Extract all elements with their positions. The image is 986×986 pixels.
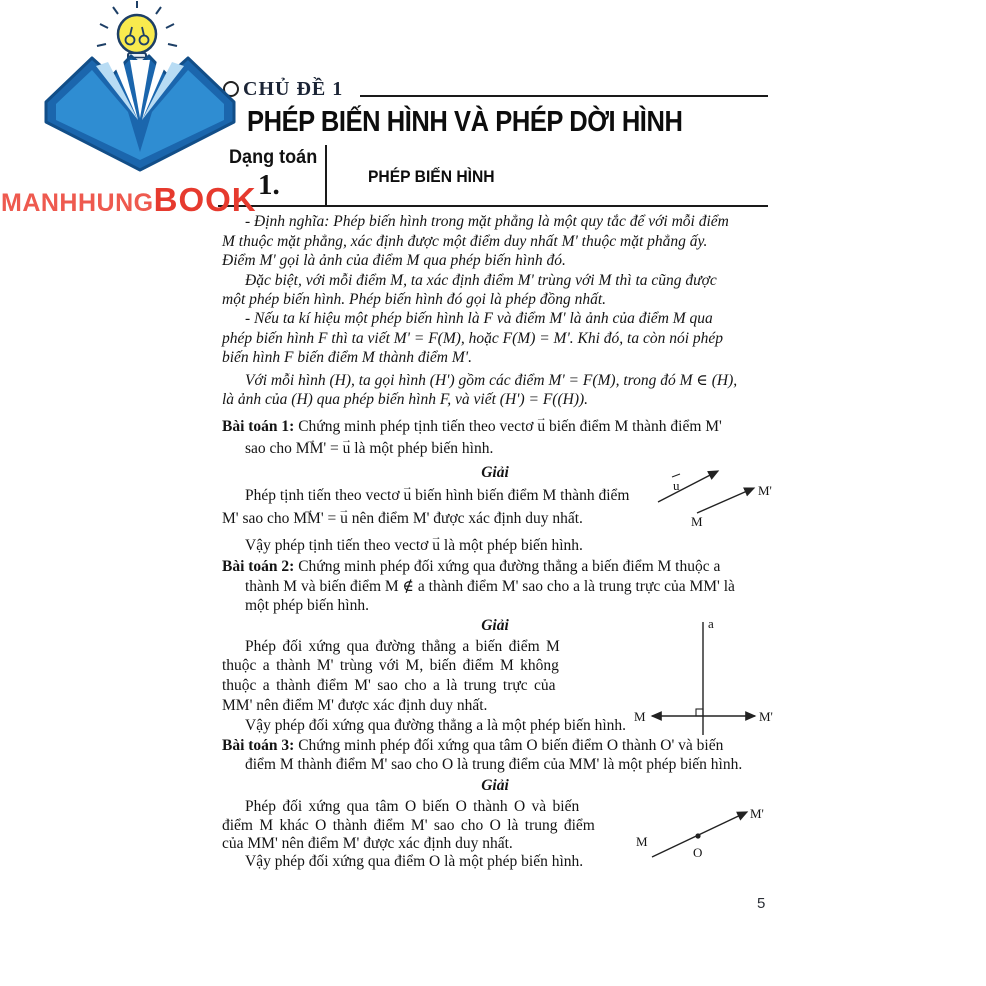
chapter-label: CHỦ ĐỀ 1: [243, 78, 344, 100]
text-line: biến hình F biến điểm M thành điểm M'.: [222, 349, 472, 366]
text-line: Đặc biệt, với mỗi điểm M, ta xác định điểm M' trùng với M thì ta cũng được: [245, 272, 717, 289]
point-O-dot: [695, 833, 700, 838]
text-line: một phép biến hình.: [245, 597, 369, 614]
text-line: Phép đối xứng qua đường thẳng a biến điểm M: [245, 638, 560, 655]
diagram-translation: [628, 455, 786, 533]
text-line: Điểm M' gọi là ảnh của điểm M qua phép biến hình đó.: [222, 252, 566, 269]
brand-primary: MANHHUNG: [1, 189, 154, 217]
giai-heading: Giải: [481, 777, 509, 794]
text-line: thuộc a thành M' trùng với M, biến điểm M không: [222, 657, 559, 674]
text-line: Phép tịnh tiến theo vectơ u → biến hình biến điểm M thành điểm: [245, 486, 629, 506]
point-M-label: M: [636, 834, 648, 849]
text-line: phép biến hình F thì ta viết M' = F(M), hoặc F(M) = M'. Khi đó, ta còn nói phép: [222, 330, 724, 347]
text-line: điểm M thành điểm M' sao cho O là trung điểm của MM' là một phép biến hình.: [245, 756, 743, 773]
text-line: Với mỗi hình (H), ta gọi hình (H') gồm các điểm M' = F(M), trong đó M ∈ (H),: [245, 372, 738, 389]
problem-type-number: 1.: [258, 169, 280, 201]
text-line: Bài toán 1: Chứng minh phép tịnh tiến theo vectơ u → biến điểm M thành điểm M': [222, 417, 722, 437]
text-line: Vậy phép đối xứng qua đường thẳng a là một phép biến hình.: [245, 717, 626, 734]
text-line: Bài toán 3: Chứng minh phép đối xứng qua tâm O biến điểm O thành O' và biến: [222, 737, 724, 754]
segment-M-Mprime: [697, 488, 754, 513]
right-angle-mark: [696, 709, 703, 716]
giai-heading: Giải: [481, 464, 509, 481]
vector-u-bar: [672, 474, 680, 477]
problem-type-label: Dạng toán: [229, 147, 318, 168]
diagram-axis-reflection: [628, 612, 778, 742]
text-line: thuộc a thành điểm M' sao cho a là trung trực của: [222, 677, 556, 694]
diagram-point-reflection: [628, 800, 778, 865]
lightbulb-icon: [97, 1, 177, 69]
axis-a-label: a: [708, 616, 714, 631]
text-line: M' sao cho MM' → = u → nên điểm M' được xác định duy nhất.: [222, 509, 583, 529]
vector-u-label: u: [673, 478, 680, 493]
text-line: của MM' nên điểm M' được xác định duy nhất.: [222, 835, 513, 852]
point-M-label: M: [634, 709, 646, 724]
giai-heading: Giải: [481, 617, 509, 634]
text-line: một phép biến hình. Phép biến hình đó gọi là phép đồng nhất.: [222, 291, 607, 308]
point-Mprime-label: M': [759, 709, 773, 724]
text-line: Bài toán 2: Chứng minh phép đối xứng qua đường thẳng a biến điểm M thuộc a: [222, 558, 721, 575]
text-line: là ảnh của (H) qua phép biến hình F, và viết (H') = F((H)).: [222, 391, 589, 408]
text-line: Phép đối xứng qua tâm O biến O thành O và biến: [245, 798, 580, 815]
text-line: Vậy phép tịnh tiến theo vectơ u → là một phép biến hình.: [245, 536, 583, 556]
point-Mprime-label: M': [758, 483, 772, 498]
text-line: sao cho MM' → = u → là một phép biến hình.: [245, 439, 493, 459]
text-line: điểm M khác O thành điểm M' sao cho O là trung điểm: [222, 817, 595, 834]
text-line: MM' nên điểm M' được xác định duy nhất.: [222, 697, 488, 714]
point-Mprime-label: M': [750, 806, 764, 821]
page-title: PHÉP BIẾN HÌNH VÀ PHÉP DỜI HÌNH: [247, 106, 683, 138]
text-line: Vậy phép đối xứng qua điểm O là một phép biến hình.: [245, 853, 584, 870]
text-line: thành M và biến điểm M ∉ a thành điểm M' sao cho a là trung trực của MM' là: [245, 578, 735, 595]
page-number: 5: [757, 895, 766, 912]
text-line: - Định nghĩa: Phép biến hình trong mặt phẳng là một quy tắc để với mỗi điểm: [245, 213, 729, 230]
text-line: - Nếu ta kí hiệu một phép biến hình là F và điểm M' là ảnh của điểm M qua: [245, 310, 713, 327]
vector-u-arrow: [658, 471, 718, 502]
point-M-label: M: [691, 514, 703, 529]
brand-secondary: BOOK: [153, 181, 257, 218]
text-line: M thuộc mặt phẳng, xác định được một điểm duy nhất M' thuộc mặt phẳng ấy.: [222, 233, 708, 250]
section-title: PHÉP BIẾN HÌNH: [368, 167, 495, 186]
open-book-icon: [46, 56, 234, 170]
point-O-label: O: [693, 845, 703, 860]
brand-text: [1, 181, 257, 219]
